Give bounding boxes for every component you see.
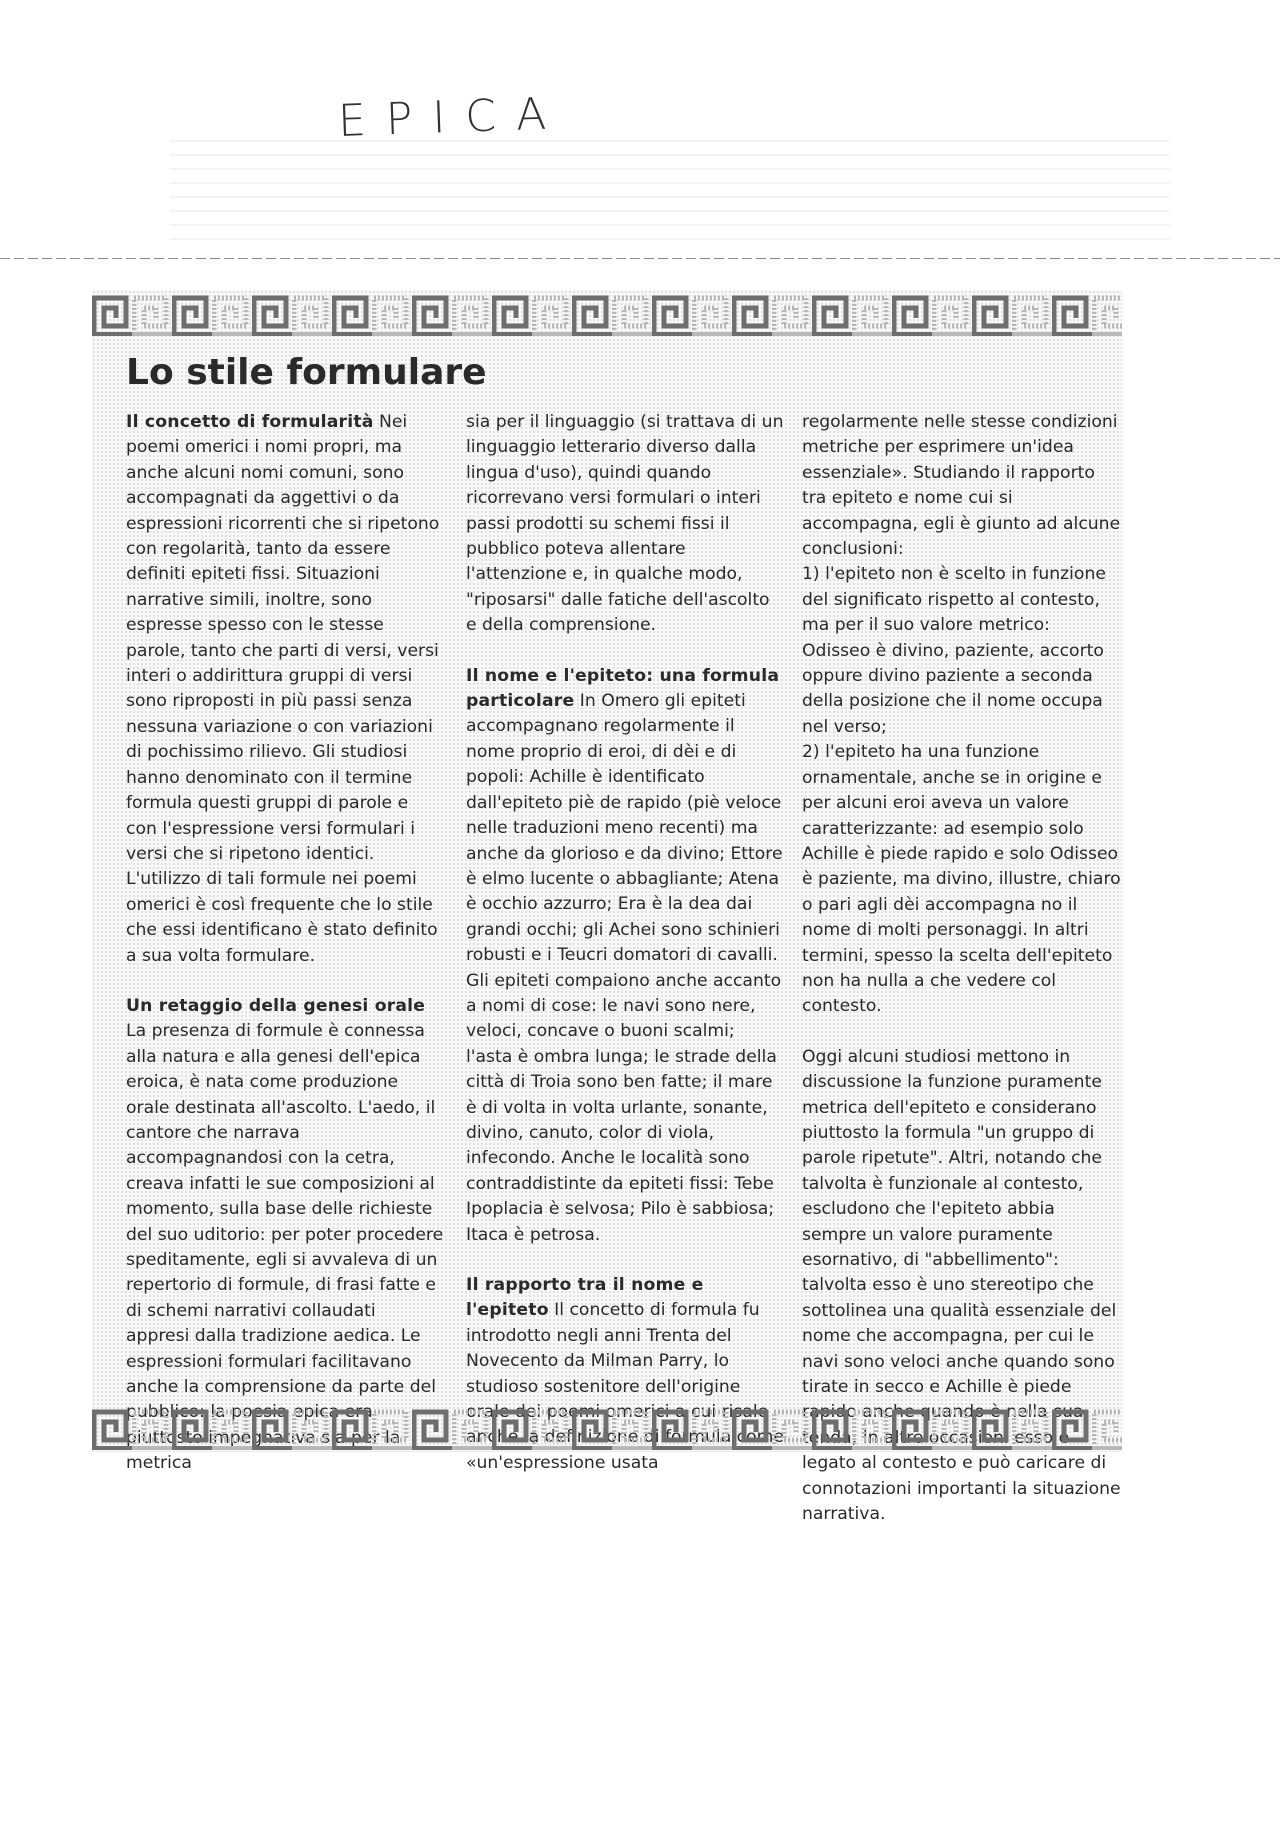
fold-line — [0, 258, 1280, 259]
section-text: Il concetto di formula fu introdotto negli anni Trenta del Novecento da Milman Parry, lo studioso sostenitore dell'origine orale dei poemi omerici a cui risale anche la definizione di formula come «un'espressione usata — [466, 1300, 784, 1473]
meander-unit — [172, 290, 212, 338]
meander-unit — [732, 1404, 772, 1452]
meander-unit — [372, 290, 412, 338]
meander-unit — [932, 290, 972, 338]
meander-unit — [1052, 1404, 1092, 1452]
meander-unit — [212, 1404, 252, 1452]
section-heading: Il nome e l'epiteto: una formula particolare — [466, 665, 780, 712]
meander-unit — [332, 1404, 372, 1452]
meander-unit — [652, 290, 692, 338]
article-page — [92, 290, 1122, 1525]
meander-unit — [1052, 290, 1092, 338]
meander-unit — [772, 1404, 812, 1452]
meander-unit — [372, 1404, 412, 1452]
greek-key-border-bottom — [92, 1404, 1122, 1452]
meander-unit — [212, 290, 252, 338]
paragraph: Oggi alcuni studiosi mettono in discussione la funzione puramente metrica dell'epiteto e considerano piuttosto la formula "un gruppo di parole ripetute". Altri, notando che talvolta è funzionale al contesto, escludono che l'epiteto abbia sempre un valore puramente esornativo, di "abbellimento": talvolta esso è uno stereotipo che sottolinea una qualità essenziale del nome che accompagna, per cui le navi sono veloci anche quando sono tirate in secco e Achille è piede rapido anche quando è nella sua tenda; in altre occasioni esso è legato al contesto e può caricare di connotazioni importanti la situazione narrativa. — [802, 1046, 1121, 1525]
meander-unit — [292, 290, 332, 338]
column-1 — [126, 410, 444, 1477]
handwritten-note: EPICA — [337, 88, 567, 147]
meander-unit — [332, 290, 372, 338]
meander-unit — [812, 1404, 852, 1452]
column-2 — [466, 410, 784, 1476]
meander-unit — [612, 1404, 652, 1452]
section-text: In Omero gli epiteti accompagnano regolarmente il nome proprio di eroi, di dèi e di popoli: Achille è identificato dall'epiteto piè de rapido (piè veloce nelle traduzioni meno recenti) ma anche da glorioso e da divino; Ettore è elmo lucente o abbagliante; Atena è occhio azzurro; Era è la dea dai grandi occhi; gli Achei sono schinieri robusti e i Teucri domatori di cavalli. Gli epiteti compaiono anche accanto a nomi di cose: le navi sono nere, veloci, concave o buoni scalmi; l'asta è ombra lunga; le strade della città di Troia sono ben fatte; il mare è di volta in volta urlante, sonante, divino, canuto, color di viola, infecondo. Anche le località sono contraddistinte da epiteti fissi: Tebe Ipoplacia è selvosa; Pilo è sabbiosa; Itaca è petrosa. — [466, 691, 783, 1245]
paragraph: sia per il linguaggio (si trattava di un linguaggio letterario diverso dalla lingua d'uso), quindi quando ricorrevano versi formulari o interi passi prodotti su schemi fissi il pubblico poteva allentare l'attenzione e, in qualche modo, "riposarsi" dalle fatiche dell'ascolto e della comprensione. — [466, 412, 784, 636]
meander-unit — [412, 1404, 452, 1452]
meander-unit — [692, 1404, 732, 1452]
meander-unit — [412, 290, 452, 338]
show-through-text — [170, 140, 1170, 240]
meander-unit — [892, 1404, 932, 1452]
meander-unit — [1092, 290, 1122, 338]
meander-unit — [292, 1404, 332, 1452]
meander-unit — [452, 1404, 492, 1452]
section-text: La presenza di formule è connessa alla natura e alla genesi dell'epica eroica, è nata come produzione orale destinata all'ascolto. L'aedo, il cantore che narrava accompagnandosi con la cetra, creava infatti le sue composizioni al momento, sulla base delle richieste del suo uditorio: per poter procedere speditamente, egli si avvaleva di un repertorio di formule, di frasi fatte e di schemi narrativi collaudati appresi dalla tradizione aedica. Le espressioni formulari facilitavano anche la comprensione da parte del pubblico: la poesia epica era piuttosto impegnativa sia per la metrica — [126, 1021, 444, 1474]
meander-unit — [892, 290, 932, 338]
section-text: Nei poemi omerici i nomi propri, ma anche alcuni nomi comuni, sono accompagnati da aggettivi o da espressioni ricorrenti che si ripetono con regolarità, tanto da essere definiti epiteti fissi. Situazioni narrative simili, inoltre, sono espresse spesso con le stesse parole, tanto che parti di versi, versi interi o addirittura gruppi di versi sono riproposti in più passi senza nessuna variazione o con variazioni di pochissimo rilievo. Gli studiosi hanno denominato con il termine formula questi gruppi di parole e con l'espressione versi formulari i versi che si ripetono identici. L'utilizzo di tali formule nei poemi omerici è così frequente che lo stile che essi identificano è stato definito a sua volta formulare. — [126, 412, 440, 966]
article-title: Lo stile formulare — [126, 352, 487, 393]
meander-unit — [572, 290, 612, 338]
meander-unit — [612, 290, 652, 338]
section-formularita — [126, 410, 444, 969]
meander-unit — [252, 1404, 292, 1452]
meander-unit — [852, 1404, 892, 1452]
section-heading: Il concetto di formularità — [126, 412, 374, 432]
meander-unit — [812, 290, 852, 338]
meander-unit — [692, 290, 732, 338]
meander-unit — [572, 1404, 612, 1452]
meander-unit — [972, 1404, 1012, 1452]
meander-unit — [532, 290, 572, 338]
meander-unit — [852, 290, 892, 338]
meander-unit — [732, 290, 772, 338]
meander-unit — [252, 290, 292, 338]
section-heading: Il rapporto tra il nome e l'epiteto — [466, 1275, 704, 1321]
meander-unit — [492, 1404, 532, 1452]
meander-unit — [972, 290, 1012, 338]
greek-key-border-top — [92, 290, 1122, 338]
meander-unit — [172, 1404, 212, 1452]
column-3 — [802, 410, 1122, 1527]
meander-unit — [132, 290, 172, 338]
meander-unit — [92, 1404, 132, 1452]
section-nome-epiteto — [466, 664, 784, 1248]
meander-unit — [492, 290, 532, 338]
meander-unit — [1092, 1404, 1122, 1452]
list-item: 1) l'epiteto non è scelto in funzione del significato rispetto al contesto, ma per il suo valore metrico: Odisseo è divino, paziente, accorto oppure divino paziente a seconda della posizione che il nome occupa nel verso; — [802, 564, 1106, 737]
meander-unit — [132, 1404, 172, 1452]
section-heading: Un retaggio della genesi orale — [126, 995, 426, 1016]
meander-unit — [932, 1404, 972, 1452]
meander-unit — [92, 290, 132, 338]
meander-unit — [1012, 1404, 1052, 1452]
meander-unit — [1012, 290, 1052, 338]
meander-unit — [772, 290, 812, 338]
meander-unit — [532, 1404, 572, 1452]
meander-unit — [652, 1404, 692, 1452]
list-item: 2) l'epiteto ha una funzione ornamentale, anche se in origine e per alcuni eroi aveva un valore caratterizzante: ad esempio solo Achille è piede rapido e solo Odisseo è paziente, ma divino, illustre, chiaro o pari agli dèi accompagna no il nome di molti personaggi. In altri termini, spesso la scelta dell'epiteto non ha nulla a che vedere col contesto. — [802, 742, 1121, 1017]
paragraph: regolarmente nelle stesse condizioni metriche per esprimere un'idea essenziale». Studiando il rapporto tra epiteto e nome cui si accompagna, egli è giunto ad alcune conclusioni: — [802, 412, 1121, 560]
meander-unit — [452, 290, 492, 338]
